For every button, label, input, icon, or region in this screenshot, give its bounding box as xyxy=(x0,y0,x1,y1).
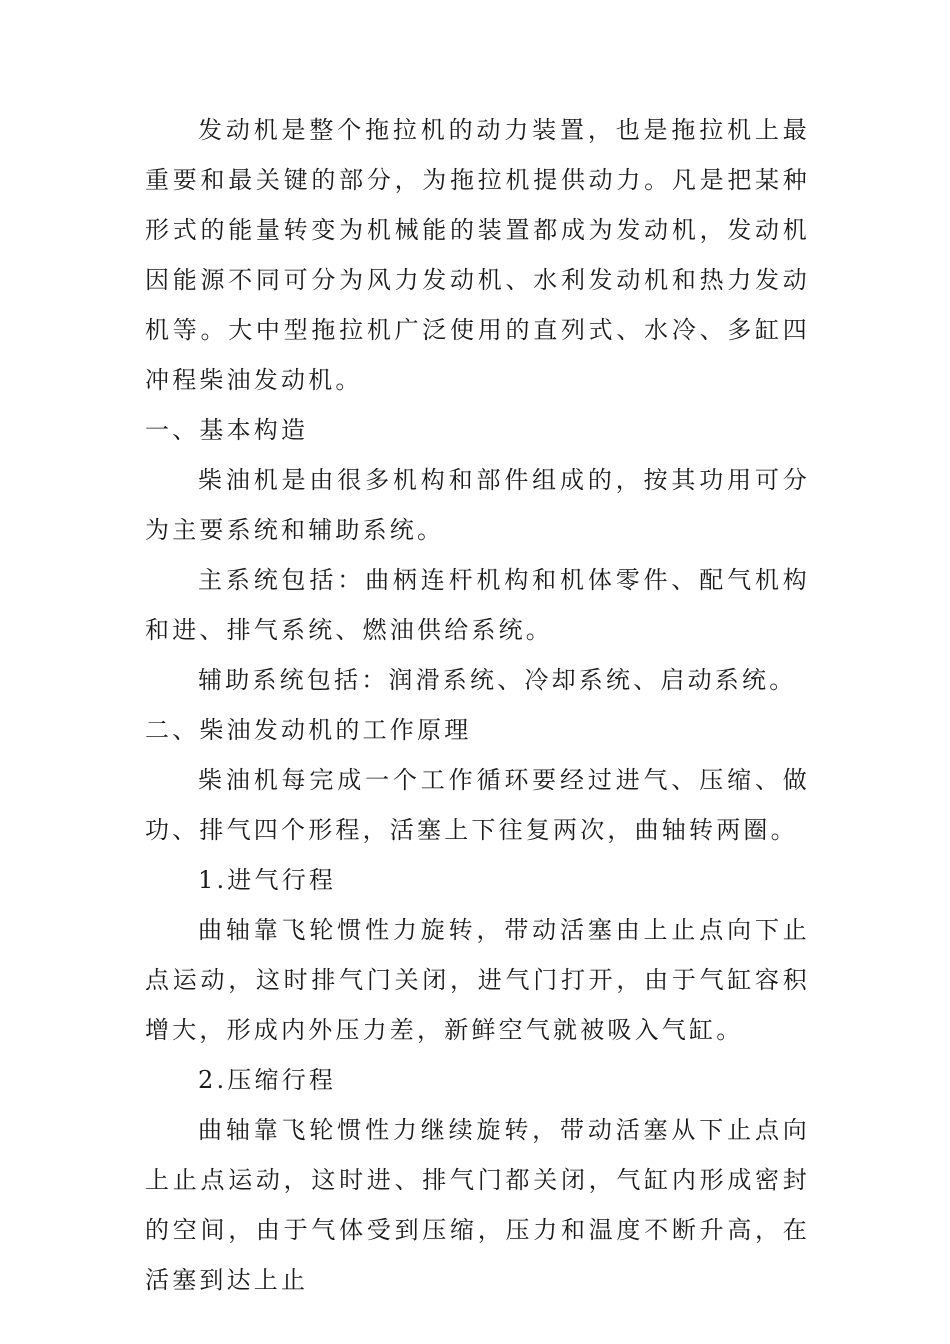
paragraph-main-systems: 主系统包括：曲柄连杆机构和机体零件、配气机构和进、排气系统、燃油供给系统。 xyxy=(145,566,810,644)
heading-compression-stroke: 2.压缩行程 xyxy=(198,1066,337,1094)
paragraph-systems-overview: 柴油机是由很多机构和部件组成的，按其功用可分为主要系统和辅助系统。 xyxy=(145,466,810,544)
paragraph-work-cycle: 柴油机每完成一个工作循环要经过进气、压缩、做功、排气四个形程，活塞上下往复两次，曲轴转两圈。 xyxy=(145,766,810,844)
paragraph-intro: 发动机是整个拖拉机的动力装置，也是拖拉机上最重要和最关键的部分，为拖拉机提供动力。凡是把某种形式的能量转变为机械能的装置都成为发动机，发动机因能源不同可分为风力发动机、水利发动机和热力发动机等。大中型拖拉机广泛使用的直列式、水冷、多缸四冲程柴油发动机。 xyxy=(145,116,810,394)
paragraph-intake-stroke: 曲轴靠飞轮惯性力旋转，带动活塞由上止点向下止点运动，这时排气门关闭，进气门打开，由于气缸容积增大，形成内外压力差，新鲜空气就被吸入气缸。 xyxy=(145,916,810,1044)
heading-working-principle: 二、柴油发动机的工作原理 xyxy=(145,716,472,744)
heading-basic-structure: 一、基本构造 xyxy=(145,416,309,444)
document-body xyxy=(145,105,810,1305)
paragraph-compression-stroke: 曲轴靠飞轮惯性力继续旋转，带动活塞从下止点向上止点运动，这时进、排气门都关闭，气缸内形成密封的空间，由于气体受到压缩，压力和温度不断升高，在活塞到达上止 xyxy=(145,1116,810,1294)
heading-intake-stroke: 1.进气行程 xyxy=(198,866,337,894)
paragraph-auxiliary-systems: 辅助系统包括：润滑系统、冷却系统、启动系统。 xyxy=(198,666,797,694)
